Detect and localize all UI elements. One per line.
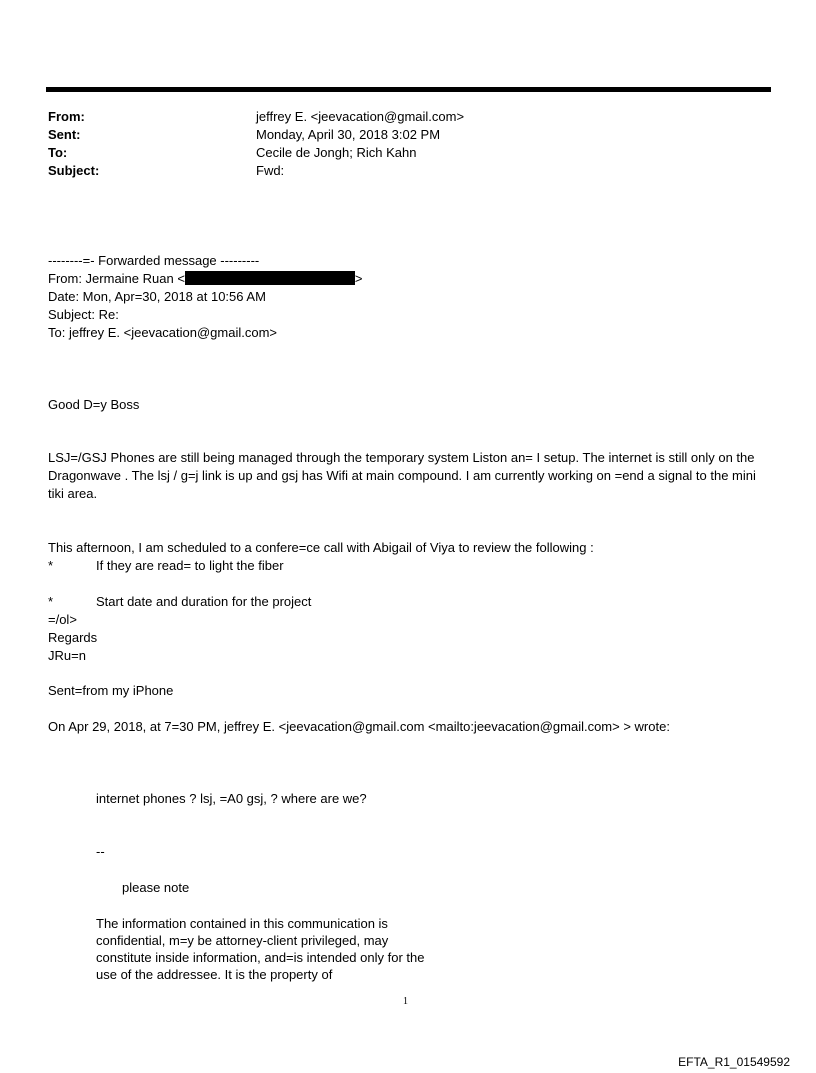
page-number: 1 <box>403 996 408 1007</box>
to-value: Cecile de Jongh; Rich Kahn <box>256 145 417 160</box>
bullet-item <box>48 593 311 610</box>
body-paragraph-1: LSJ=/GSJ Phones are still being managed through the temporary system Liston an= I setup. The internet is still only on the Dragonwave . The lsj / g=j link is up and gsj has Wifi at main compound. I am currently working on =end a signal to the mini tiki area. <box>48 450 756 501</box>
forwarded-from-suffix: > <box>354 271 363 286</box>
forwarded-from <box>48 270 363 287</box>
greeting: Good D=y Boss <box>48 397 140 412</box>
subject-label: Subject: <box>48 163 100 178</box>
document-id: EFTA_R1_01549592 <box>678 1055 790 1069</box>
header-rule <box>46 87 771 92</box>
sent-value: Monday, April 30, 2018 3:02 PM <box>256 127 441 142</box>
body-paragraph-2: This afternoon, I am scheduled to a confere=ce call with Abigail of Viya to review the following : <box>48 540 594 555</box>
quoted-question: internet phones ? lsj, =A0 gsj, ? where are we? <box>96 791 367 806</box>
forwarded-subject: Subject: Re: <box>48 307 119 322</box>
regards: Regards <box>48 630 98 645</box>
forwarded-from-prefix: From: Jermaine Ruan < <box>48 271 185 286</box>
confidentiality-disclaimer: The information contained in this communication is confidential, m=y be attorney-client privileged, may constitute inside information, and=is intended only for the use of the addressee. It is the property of <box>96 916 425 982</box>
subject-value: Fwd: <box>256 163 285 178</box>
bullet-text: Start date and duration for the project <box>96 594 312 609</box>
bullet-item <box>48 557 284 574</box>
ol-close-text: =/ol> <box>48 612 77 627</box>
bullet-text: If they are read= to light the fiber <box>96 558 284 573</box>
from-value: jeffrey E. <jeevacation@gmail.com> <box>256 109 465 124</box>
signature: JRu=n <box>48 648 86 663</box>
sent-label: Sent: <box>48 127 81 142</box>
forwarded-to: To: jeffrey E. <jeevacation@gmail.com> <box>48 325 278 340</box>
quoted-dashes: -- <box>96 844 105 859</box>
redaction-block <box>185 271 355 285</box>
forwarded-date: Date: Mon, Apr=30, 2018 at 10:56 AM <box>48 289 266 304</box>
to-label: To: <box>48 145 68 160</box>
on-wrote-line: On Apr 29, 2018, at 7=30 PM, jeffrey E. <jeevacation@gmail.com <mailto:jeevacation@gmail.com> > wrote: <box>48 719 670 734</box>
please-note: please note <box>122 880 190 895</box>
forwarded-divider: --------=- Forwarded message --------- <box>48 253 260 268</box>
bullet-mark: * <box>48 594 54 609</box>
sent-from-line: Sent=from my iPhone <box>48 683 174 698</box>
bullet-mark: * <box>48 558 54 573</box>
from-label: From: <box>48 109 85 124</box>
